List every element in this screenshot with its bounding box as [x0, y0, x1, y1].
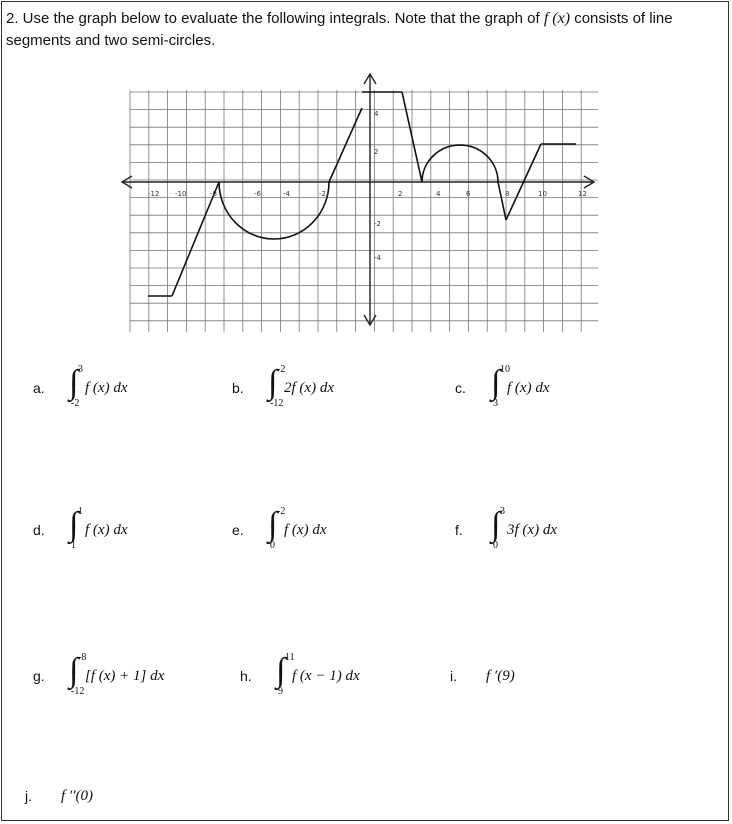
x-tick-label: 6 [466, 190, 471, 198]
item-letter: e. [232, 522, 244, 538]
semicircle-lower [219, 182, 329, 239]
question-prompt [6, 8, 724, 52]
upper-limit: 10 [500, 364, 510, 375]
item-letter: b. [232, 380, 244, 396]
upper-limit: 3 [78, 364, 83, 375]
upper-limit: -2 [277, 364, 286, 375]
upper-limit: 1 [78, 506, 83, 517]
integrand: f (x) dx [85, 522, 128, 538]
item-letter: g. [33, 668, 45, 684]
integrand: 2f (x) dx [284, 380, 334, 396]
item-letter: h. [240, 668, 252, 684]
integrand: f (x) dx [85, 380, 128, 396]
x-tick-label: -4 [283, 190, 290, 198]
integral-sign: ∫ [491, 364, 501, 401]
x-tick-labels [148, 190, 587, 198]
item-letter: i. [450, 668, 457, 684]
x-tick-label: -12 [148, 190, 160, 198]
integrand: f (x) dx [507, 380, 550, 396]
upper-limit: 3 [500, 506, 505, 517]
lower-limit: -2 [71, 398, 80, 409]
semicircle-upper [422, 145, 498, 182]
integral-sign: ∫ [268, 506, 278, 543]
x-tick-label: -10 [175, 190, 187, 198]
question-prefix: 2. Use the graph below to evaluate the following integrals. Note that the graph of [6, 10, 544, 27]
integrand: f (x) dx [284, 522, 327, 538]
upper-limit: -2 [277, 506, 286, 517]
integral-sign: ∫ [268, 364, 278, 401]
x-tick-label: -6 [254, 190, 261, 198]
axes [122, 74, 594, 325]
integral-sign: ∫ [69, 506, 79, 543]
segment-rise-left [172, 182, 219, 296]
integrand: f (x − 1) dx [292, 668, 360, 684]
integral-sign: ∫ [276, 652, 286, 689]
lower-limit: -12 [71, 686, 85, 697]
item-letter: j. [25, 788, 32, 804]
x-tick-label: -2 [319, 190, 326, 198]
x-tick-label: 2 [398, 190, 403, 198]
upper-limit: -8 [78, 652, 87, 663]
y-tick-label: 2 [374, 148, 379, 156]
integrand: f ′′(0) [61, 788, 93, 804]
segment-v-down [498, 182, 506, 220]
function-graph [118, 70, 604, 342]
integrand: f ′(9) [486, 668, 515, 684]
graph-grid [130, 90, 598, 332]
integrand: [f (x) + 1] dx [85, 668, 165, 684]
lower-limit: 9 [278, 686, 283, 697]
x-tick-label: -8 [210, 190, 217, 198]
integral-sign: ∫ [491, 506, 501, 543]
question-suffix: consists of line segments and two semi-circles. [6, 10, 673, 49]
integral-sign: ∫ [69, 652, 79, 689]
y-tick-label: -4 [374, 254, 381, 262]
function-notation: f (x) [543, 10, 571, 27]
lower-limit: 0 [270, 540, 275, 551]
y-tick-labels [374, 110, 382, 262]
lower-limit: -12 [270, 398, 284, 409]
x-tick-label: 4 [436, 190, 441, 198]
lower-limit: 3 [493, 398, 498, 409]
x-tick-label: 10 [538, 190, 547, 198]
lower-limit: 0 [493, 540, 498, 551]
x-tick-label: 12 [578, 190, 587, 198]
lower-limit: 1 [71, 540, 76, 551]
item-letter: c. [455, 380, 466, 396]
x-tick-label: 8 [505, 190, 510, 198]
item-letter: d. [33, 522, 45, 538]
y-tick-label: 4 [374, 110, 379, 118]
item-letter: f. [455, 522, 463, 538]
item-letter: a. [33, 380, 45, 396]
integrand: 3f (x) dx [507, 522, 557, 538]
upper-limit: 11 [285, 652, 295, 663]
y-tick-label: -2 [374, 220, 381, 228]
integral-sign: ∫ [69, 364, 79, 401]
